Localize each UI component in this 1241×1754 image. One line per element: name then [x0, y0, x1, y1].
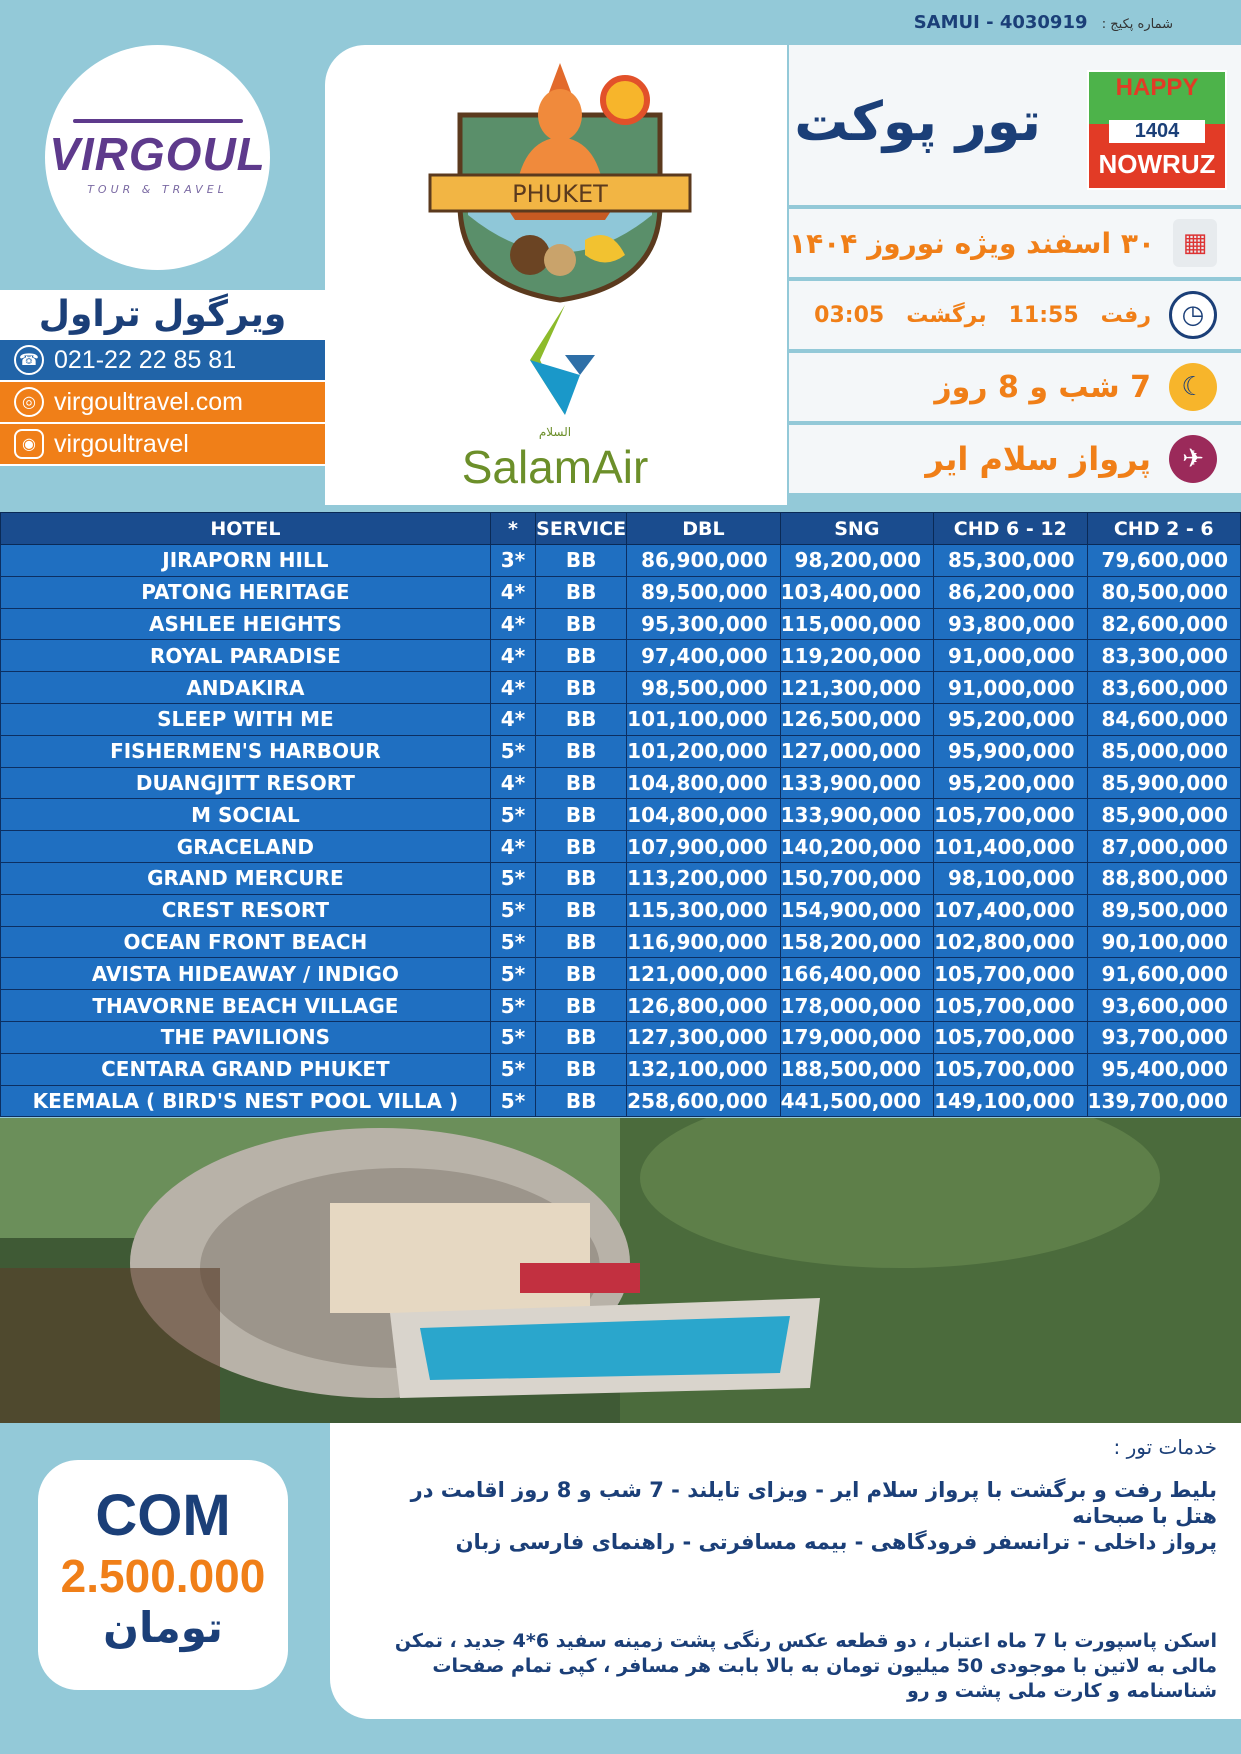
column-header: SNG	[780, 513, 933, 545]
price-cell: 119,200,000	[780, 640, 933, 672]
price-cell: 107,900,000	[627, 831, 780, 863]
price-table	[0, 512, 1241, 1117]
price-cell: 441,500,000	[780, 1085, 933, 1117]
duration-row	[789, 353, 1241, 421]
board-type: BB	[536, 862, 627, 894]
instagram-handle: virgoultravel	[54, 429, 189, 458]
star-rating: 5*	[490, 735, 535, 767]
calendar-icon: ▦	[1173, 219, 1217, 267]
star-rating: 4*	[490, 608, 535, 640]
board-type: BB	[536, 926, 627, 958]
board-type: BB	[536, 1021, 627, 1053]
price-cell: 88,800,000	[1087, 862, 1240, 894]
price-cell: 127,300,000	[627, 1021, 780, 1053]
table-row	[1, 831, 1241, 863]
price-cell: 126,500,000	[780, 703, 933, 735]
price-cell: 121,000,000	[627, 958, 780, 990]
airline-row	[789, 425, 1241, 493]
board-type: BB	[536, 958, 627, 990]
price-cell: 139,700,000	[1087, 1085, 1240, 1117]
price-cell: 95,200,000	[934, 767, 1087, 799]
board-type: BB	[536, 545, 627, 577]
return-time: 03:05	[814, 302, 885, 328]
commission-card	[38, 1460, 288, 1690]
instagram-icon: ◉	[14, 429, 44, 459]
services-list	[370, 1477, 1217, 1555]
hotel-name: CENTARA GRAND PHUKET	[1, 1053, 491, 1085]
price-cell: 105,700,000	[934, 799, 1087, 831]
price-cell: 126,800,000	[627, 990, 780, 1022]
price-cell: 89,500,000	[627, 576, 780, 608]
price-cell: 133,900,000	[780, 767, 933, 799]
price-cell: 97,400,000	[627, 640, 780, 672]
table-row	[1, 545, 1241, 577]
brand-name-fa: ویرگول تراول	[0, 290, 325, 340]
hotel-name: THAVORNE BEACH VILLAGE	[1, 990, 491, 1022]
table-row	[1, 799, 1241, 831]
services-line-1: بلیط رفت و برگشت با پرواز سلام ایر - ویزای تایلند - 7 شب و 8 روز اقامت در هتل با صبحانه	[410, 1478, 1217, 1528]
star-rating: 4*	[490, 703, 535, 735]
nowruz-year: 1404	[1109, 120, 1205, 143]
price-cell: 158,200,000	[780, 926, 933, 958]
depart-label: رفت	[1100, 302, 1151, 328]
contact-block	[0, 340, 325, 466]
price-cell: 178,000,000	[780, 990, 933, 1022]
flight-times-row	[789, 281, 1241, 349]
hotel-name: CREST RESORT	[1, 894, 491, 926]
table-row	[1, 894, 1241, 926]
price-cell: 89,500,000	[1087, 894, 1240, 926]
depart-time: 11:55	[1008, 302, 1079, 328]
price-cell: 90,100,000	[1087, 926, 1240, 958]
services-line-2: پرواز داخلی - ترانسفر فرودگاهی - بیمه مسافرتی - راهنمای فارسی زبان	[455, 1530, 1217, 1554]
tour-date-row	[789, 209, 1241, 277]
website-row[interactable]	[0, 382, 325, 424]
table-row	[1, 640, 1241, 672]
hotel-name: FISHERMEN'S HARBOUR	[1, 735, 491, 767]
star-rating: 4*	[490, 831, 535, 863]
board-type: BB	[536, 576, 627, 608]
price-cell: 149,100,000	[934, 1085, 1087, 1117]
globe-icon: ◎	[14, 387, 44, 417]
star-rating: 5*	[490, 1053, 535, 1085]
star-rating: 4*	[490, 576, 535, 608]
price-cell: 79,600,000	[1087, 545, 1240, 577]
column-header: CHD 6 - 12	[934, 513, 1087, 545]
price-cell: 98,500,000	[627, 672, 780, 704]
board-type: BB	[536, 703, 627, 735]
hotel-name: THE PAVILIONS	[1, 1021, 491, 1053]
table-row	[1, 1085, 1241, 1117]
column-header: *	[490, 513, 535, 545]
price-cell: 95,900,000	[934, 735, 1087, 767]
tour-info-panel	[789, 45, 1241, 505]
star-rating: 5*	[490, 958, 535, 990]
hotel-name: GRACELAND	[1, 831, 491, 863]
board-type: BB	[536, 767, 627, 799]
price-cell: 85,300,000	[934, 545, 1087, 577]
phone-row[interactable]	[0, 340, 325, 382]
price-cell: 101,400,000	[934, 831, 1087, 863]
hotel-name: OCEAN FRONT BEACH	[1, 926, 491, 958]
column-header: DBL	[627, 513, 780, 545]
star-rating: 3*	[490, 545, 535, 577]
nowruz-happy: HAPPY	[1115, 74, 1199, 101]
price-cell: 127,000,000	[780, 735, 933, 767]
package-label: شماره پکیج :	[1101, 17, 1173, 32]
price-cell: 105,700,000	[934, 1053, 1087, 1085]
phone-number: 021-22 22 85 81	[54, 345, 237, 374]
price-cell: 105,700,000	[934, 990, 1087, 1022]
price-cell: 105,700,000	[934, 1021, 1087, 1053]
price-cell: 86,900,000	[627, 545, 780, 577]
tour-duration: 7 شب و 8 روز	[934, 369, 1151, 405]
price-cell: 93,800,000	[934, 608, 1087, 640]
price-cell: 86,200,000	[934, 576, 1087, 608]
hotel-name: GRAND MERCURE	[1, 862, 491, 894]
price-cell: 95,400,000	[1087, 1053, 1240, 1085]
board-type: BB	[536, 672, 627, 704]
board-type: BB	[536, 894, 627, 926]
required-documents: اسکن پاسپورت با 7 ماه اعتبار ، دو قطعه عکس رنگی پشت زمینه سفید 6*4 جدید ، تمکن مالی به لاتین با موجودی 50 میلیون تومان به بالا بابت هر مسافر ، کپی تمام صفحات شناسنامه و کارت ملی پشت و رو	[394, 1630, 1217, 1702]
board-type: BB	[536, 608, 627, 640]
tour-title: تور پوکت	[794, 90, 1041, 153]
price-cell: 115,300,000	[627, 894, 780, 926]
price-cell: 93,600,000	[1087, 990, 1240, 1022]
price-cell: 102,800,000	[934, 926, 1087, 958]
hotel-name: ASHLEE HEIGHTS	[1, 608, 491, 640]
logo-tagline: TOUR & TRAVEL	[87, 183, 228, 196]
star-rating: 4*	[490, 672, 535, 704]
hotel-name: KEEMALA ( BIRD'S NEST POOL VILLA )	[1, 1085, 491, 1117]
table-row	[1, 767, 1241, 799]
hotel-name: M SOCIAL	[1, 799, 491, 831]
services-title: خدمات تور :	[1113, 1435, 1217, 1459]
price-cell: 188,500,000	[780, 1053, 933, 1085]
board-type: BB	[536, 640, 627, 672]
star-rating: 5*	[490, 1021, 535, 1053]
instagram-row[interactable]	[0, 424, 325, 466]
table-row	[1, 1021, 1241, 1053]
price-cell: 101,200,000	[627, 735, 780, 767]
return-label: برگشت	[906, 302, 987, 328]
airline-name: SalamAir	[461, 441, 649, 493]
star-rating: 4*	[490, 767, 535, 799]
phone-icon: ☎	[14, 345, 44, 375]
price-cell: 140,200,000	[780, 831, 933, 863]
board-type: BB	[536, 1053, 627, 1085]
price-cell: 133,900,000	[780, 799, 933, 831]
price-cell: 85,900,000	[1087, 799, 1240, 831]
price-cell: 103,400,000	[780, 576, 933, 608]
star-rating: 5*	[490, 799, 535, 831]
nowruz-badge	[1087, 70, 1227, 190]
star-rating: 5*	[490, 894, 535, 926]
board-type: BB	[536, 799, 627, 831]
flight-times	[814, 303, 1151, 328]
price-cell: 107,400,000	[934, 894, 1087, 926]
tour-title-row	[789, 45, 1241, 205]
commission-amount: 2.500.000	[60, 1550, 266, 1602]
price-cell: 85,000,000	[1087, 735, 1240, 767]
price-cell: 95,200,000	[934, 703, 1087, 735]
salamair-logo-icon	[505, 305, 605, 435]
hotel-name: ANDAKIRA	[1, 672, 491, 704]
hotel-name: PATONG HERITAGE	[1, 576, 491, 608]
star-rating: 5*	[490, 926, 535, 958]
price-cell: 95,300,000	[627, 608, 780, 640]
table-row	[1, 1053, 1241, 1085]
star-rating: 4*	[490, 640, 535, 672]
package-number: SAMUI - 4030919	[913, 12, 1088, 33]
phuket-badge-icon	[420, 55, 700, 305]
price-cell: 87,000,000	[1087, 831, 1240, 863]
star-rating: 5*	[490, 1085, 535, 1117]
package-code	[914, 12, 1173, 33]
plane-line-icon	[73, 119, 243, 123]
commission-label: COM	[95, 1483, 231, 1548]
price-cell: 91,600,000	[1087, 958, 1240, 990]
table-row	[1, 926, 1241, 958]
table-row	[1, 672, 1241, 704]
table-row	[1, 576, 1241, 608]
price-cell: 85,900,000	[1087, 767, 1240, 799]
price-cell: 104,800,000	[627, 767, 780, 799]
price-cell: 83,300,000	[1087, 640, 1240, 672]
board-type: BB	[536, 1085, 627, 1117]
column-header: SERVICE	[536, 513, 627, 545]
tour-date: ۳۰ اسفند ویژه نوروز ۱۴۰۴	[789, 226, 1156, 260]
price-cell: 121,300,000	[780, 672, 933, 704]
table-row	[1, 703, 1241, 735]
badge-destination: PHUKET	[512, 180, 608, 208]
star-rating: 5*	[490, 990, 535, 1022]
hotel-photo	[0, 1118, 1241, 1423]
website-link: virgoultravel.com	[54, 387, 243, 416]
table-row	[1, 608, 1241, 640]
price-cell: 258,600,000	[627, 1085, 780, 1117]
table-row	[1, 990, 1241, 1022]
hotel-name: DUANGJITT RESORT	[1, 767, 491, 799]
logo-wordmark: VIRGOUL	[49, 128, 266, 180]
board-type: BB	[536, 735, 627, 767]
commission-unit: تومان	[103, 1603, 223, 1652]
table-row	[1, 735, 1241, 767]
price-cell: 105,700,000	[934, 958, 1087, 990]
price-cell: 91,000,000	[934, 640, 1087, 672]
airline-name-ar: السلام	[538, 425, 572, 439]
services-section	[330, 1423, 1241, 1719]
table-row	[1, 958, 1241, 990]
nowruz-text: NOWRUZ	[1098, 149, 1216, 179]
hotel-name: ROYAL PARADISE	[1, 640, 491, 672]
flight-icon: ✈	[1169, 435, 1217, 483]
table-header	[1, 513, 1241, 545]
price-cell: 91,000,000	[934, 672, 1087, 704]
price-cell: 166,400,000	[780, 958, 933, 990]
price-cell: 104,800,000	[627, 799, 780, 831]
clock-icon: ◷	[1169, 291, 1217, 339]
brand-logo	[45, 45, 270, 270]
column-header: CHD 2 - 6	[1087, 513, 1240, 545]
price-cell: 84,600,000	[1087, 703, 1240, 735]
price-cell: 93,700,000	[1087, 1021, 1240, 1053]
price-cell: 132,100,000	[627, 1053, 780, 1085]
hotel-name: AVISTA HIDEAWAY / INDIGO	[1, 958, 491, 990]
price-cell: 115,000,000	[780, 608, 933, 640]
column-header: HOTEL	[1, 513, 491, 545]
board-type: BB	[536, 831, 627, 863]
price-cell: 83,600,000	[1087, 672, 1240, 704]
price-cell: 113,200,000	[627, 862, 780, 894]
hotel-name: JIRAPORN HILL	[1, 545, 491, 577]
table-row	[1, 862, 1241, 894]
price-cell: 154,900,000	[780, 894, 933, 926]
price-cell: 98,200,000	[780, 545, 933, 577]
star-rating: 5*	[490, 862, 535, 894]
price-cell: 179,000,000	[780, 1021, 933, 1053]
price-cell: 116,900,000	[627, 926, 780, 958]
hotel-name: SLEEP WITH ME	[1, 703, 491, 735]
price-cell: 150,700,000	[780, 862, 933, 894]
sun-moon-icon: ☾	[1169, 363, 1217, 411]
price-cell: 101,100,000	[627, 703, 780, 735]
board-type: BB	[536, 990, 627, 1022]
price-cell: 98,100,000	[934, 862, 1087, 894]
price-cell: 80,500,000	[1087, 576, 1240, 608]
price-cell: 82,600,000	[1087, 608, 1240, 640]
flight-airline: پرواز سلام ایر	[925, 440, 1151, 478]
